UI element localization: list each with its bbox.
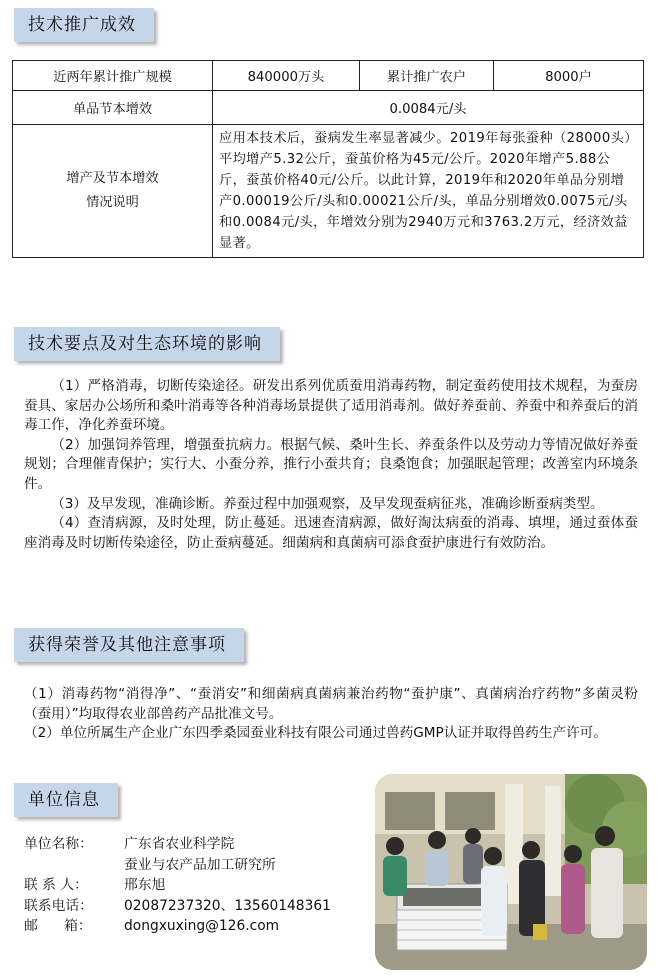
unit-name-line2: 蚕业与农产品加工研究所 — [124, 856, 276, 873]
photo-of-people-inspecting-silkworm-trays — [375, 774, 647, 970]
unit-name-row — [24, 834, 374, 875]
contact-label: 联 系 人： — [24, 877, 88, 893]
photo-illustration — [375, 774, 647, 970]
unit-name-line1: 广东省农业科学院 — [124, 836, 235, 852]
unit-benefit-value: 0.0084元/头 — [213, 91, 644, 125]
section-heading-unit: 单位信息 — [14, 783, 118, 817]
unit-name-label: 单位名称： — [24, 836, 93, 852]
phone-value: 02087237320、13560148361 — [124, 897, 331, 914]
farmers-label: 累计推广农户 — [360, 61, 494, 91]
explain-label-line2: 情况说明 — [86, 195, 139, 210]
email-label: 邮 箱： — [24, 918, 92, 934]
unit-benefit-label: 单品节本增效 — [13, 91, 213, 125]
explain-label-line1: 增产及节本增效 — [66, 171, 159, 186]
section-heading-results: 技术推广成效 — [14, 8, 154, 42]
key-point-1: （1）严格消毒，切断传染途径。研发出系列优质蚕用消毒药物，制定蚕药使用技术规程，为蚕房蚕具、家居办公场所和桑叶消毒等各种消毒场景提供了适用消毒剂。做好养蚕前、养蚕中和养蚕后的消毒工作，净化养蚕环境。 — [24, 378, 638, 434]
results-table — [12, 60, 644, 258]
scale-label: 近两年累计推广规模 — [13, 61, 213, 91]
honor-2: （2）单位所属生产企业广东四季桑园蚕业科技有限公司通过兽药GMP认证并取得兽药生产许可。 — [24, 725, 607, 742]
key-point-4: （4）查清病源，及时处理，防止蔓延。迅速查清病源，做好淘汰病蚕的消毒、填埋，通过蚕体蚕座消毒及时切断传染途径，防止蚕病蔓延。细菌病和真菌病可添食蚕护康进行有效防治。 — [24, 515, 638, 551]
phone-row — [24, 896, 374, 917]
farmers-value: 8000户 — [494, 61, 644, 91]
scale-value: 840000万头 — [213, 61, 360, 91]
section-heading-key-points: 技术要点及对生态环境的影响 — [14, 327, 280, 361]
unit-info — [24, 834, 374, 937]
section-heading-honors: 获得荣誉及其他注意事项 — [14, 628, 244, 662]
contact-value: 邢东旭 — [124, 877, 166, 893]
key-point-3: （3）及早发现，准确诊断。养蚕过程中加强观察，及早发现蚕病征兆，准确诊断蚕病类型。 — [51, 495, 604, 512]
contact-row — [24, 875, 374, 896]
explain-text: 应用本技术后，蚕病发生率显著减少。2019年每张蚕种（28000头）平均增产5.32公斤，蚕茧价格为45元/公斤。2020年增产5.88公斤，蚕茧价格40元/公斤。以此计算，2019年和2020年单品分别增产0.00019公斤/头和0.00021公斤/头，单品分别增效0.0075元/头和0.0084元/头，年增效分别为2940万元和3763.2万元，经济效益显著。 — [213, 125, 644, 258]
key-point-2: （2）加强饲养管理，增强蚕抗病力。根据气候、桑叶生长、养蚕条件以及劳动力等情况做好养蚕规划；合理催青保护；实行大、小蚕分养，推行小蚕共育；良桑饱食；加强眠起管理；改善室内环境条件。 — [24, 436, 638, 492]
honor-1: （1）消毒药物“消得净”、“蚕消安”和细菌病真菌病兼治药物“蚕护康”、真菌病治疗药物“多菌灵粉（蚕用）”均取得农业部兽药产品批准文号。 — [24, 686, 638, 722]
honors-body — [24, 685, 638, 744]
email-row — [24, 916, 374, 937]
phone-label: 联系电话： — [24, 897, 93, 914]
explain-label — [13, 125, 213, 258]
key-points-body — [24, 377, 638, 553]
email-value: dongxuxing@126.com — [124, 918, 280, 934]
